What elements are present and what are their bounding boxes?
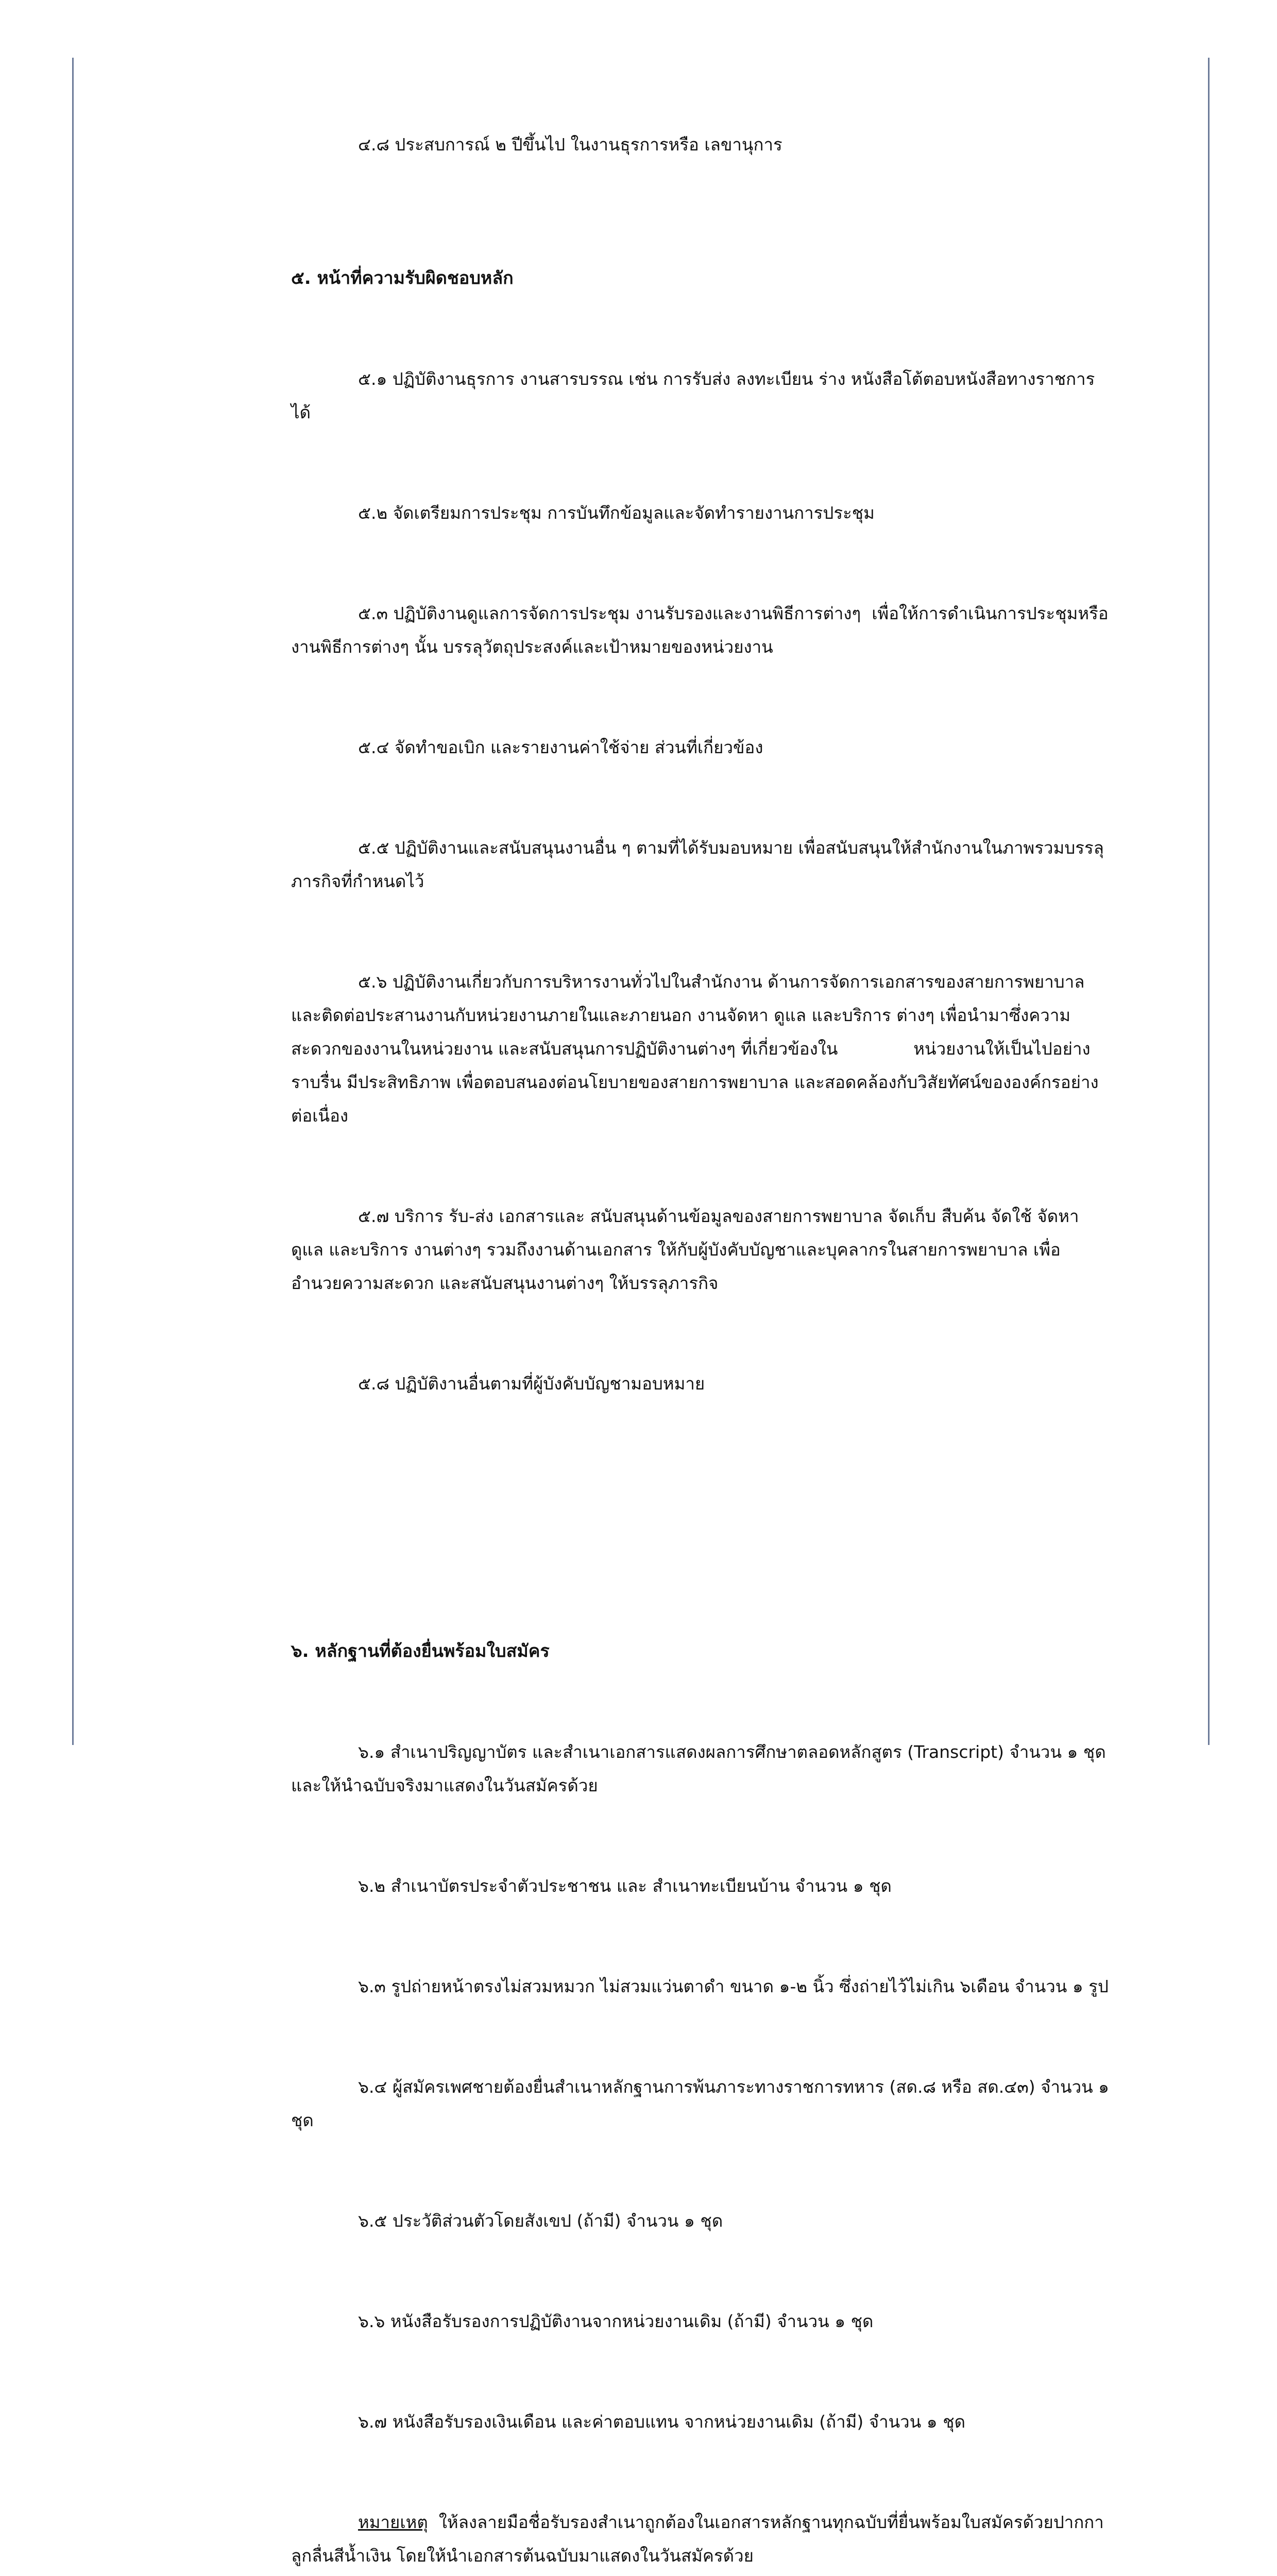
spacer xyxy=(291,1501,1110,1534)
item-5-7: ๕.๗ บริการ รับ-ส่ง เอกสารและ สนับสนุนด้านข้อมูลของสายการพยาบาล จัดเก็บ สืบค้น จัดใช้ จัดหา ดูแล และบริการ งานต่างๆ รวมถึงงานด้านเอกสาร ให้กับผู้บังคับบัญชาและบุคลากรในสายการพยาบาล เพื่ออำนวยความสะดวก และสนับสนุนงานต่างๆ ให้บรรลุภารกิจ xyxy=(291,1206,1084,1293)
left-margin-rule xyxy=(72,58,74,1745)
item-6-3: ๖.๓ รูปถ่ายหน้าตรงไม่สวมหมวก ไม่สวมแว่นตาดำ ขนาด ๑-๒ นิ้ว ซึ่งถ่ายไว้ไม่เกิน ๖เดือน จำนวน ๑ รูป xyxy=(358,1976,1109,1996)
note-label: หมายเหตุ xyxy=(358,2512,428,2532)
item-5-5: ๕.๕ ปฏิบัติงานและสนับสนุนงานอื่น ๆ ตามที่ได้รับมอบหมาย เพื่อสนับสนุนให้สำนักงานในภาพรวมบรรลุภารกิจที่กำหนดไว้ xyxy=(291,838,1104,891)
item-6-7: ๖.๗ หนังสือรับรองเงินเดือน และค่าตอบแทน จากหน่วยงานเดิม (ถ้ามี) จำนวน ๑ ชุด xyxy=(358,2412,966,2432)
section-6-note xyxy=(291,2505,1110,2572)
section-6-heading: ๖. หลักฐานที่ต้องยื่นพร้อมใบสมัคร xyxy=(291,1641,550,1662)
right-margin-rule xyxy=(1208,58,1210,1745)
item-6-5: ๖.๕ ประวัติส่วนตัวโดยสังเขป (ถ้ามี) จำนวน ๑ ชุด xyxy=(358,2211,723,2231)
item-4-8: ๔.๘ ประสบการณ์ ๒ ปีขึ้นไป ในงานธุรการหรือ เลขานุการ xyxy=(358,134,782,155)
item-6-1: ๖.๑ สำเนาปริญญาบัตร และสำเนาเอกสารแสดงผลการศึกษาตลอดหลักสูตร (Transcript) จำนวน ๑ ชุด และให้นำฉบับจริงมาแสดงในวันสมัครด้วย xyxy=(291,1742,1112,1795)
section-5-heading: ๕. หน้าที่ความรับผิดชอบหลัก xyxy=(291,268,514,289)
item-6-2: ๖.๒ สำเนาบัตรประจำตัวประชาชน และ สำเนาทะเบียนบ้าน จำนวน ๑ ชุด xyxy=(358,1876,892,1896)
item-5-1: ๕.๑ ปฏิบัติงานธุรการ งานสารบรรณ เช่น การรับส่ง ลงทะเบียน ร่าง หนังสือโต้ตอบหนังสือทางราชการได้ xyxy=(291,369,1095,422)
item-5-2: ๕.๒ จัดเตรียมการประชุม การบันทึกข้อมูลและจัดทำรายงานการประชุม xyxy=(358,503,875,523)
item-6-6: ๖.๖ หนังสือรับรองการปฏิบัติงานจากหน่วยงานเดิม (ถ้ามี) จำนวน ๑ ชุด xyxy=(358,2311,874,2331)
item-5-4: ๕.๔ จัดทำขอเบิก และรายงานค่าใช้จ่าย ส่วนที่เกี่ยวข้อง xyxy=(358,737,763,757)
item-6-4: ๖.๔ ผู้สมัครเพศชายต้องยื่นสำเนาหลักฐานการพ้นภาระทางราชการทหาร (สด.๘ หรือ สด.๔๓) จำนวน ๑ ชุด xyxy=(291,2077,1115,2130)
document-body xyxy=(291,61,1115,2576)
note-text: ให้ลงลายมือชื่อรับรองสำเนาถูกต้องในเอกสารหลักฐานทุกฉบับที่ยื่นพร้อมใบสมัครด้วยปากกาลูกลื่นสีน้ำเงิน โดยให้นำเอกสารต้นฉบับมาแสดงในวันสมัครด้วย xyxy=(291,2512,1104,2566)
item-5-3: ๕.๓ ปฏิบัติงานดูแลการจัดการประชุม งานรับรองและงานพิธีการต่างๆ เพื่อให้การดำเนินการประชุมหรือ งานพิธีการต่างๆ นั้น บรรลุวัตถุประสงค์และเป้าหมายของหน่วยงาน xyxy=(291,603,1114,657)
item-5-6: ๕.๖ ปฏิบัติงานเกี่ยวกับการบริหารงานทั่วไปในสำนักงาน ด้านการจัดการเอกสารของสายการพยาบาลและติดต่อประสานงานกับหน่วยงานภายในและภายนอก งานจัดหา ดูแล และบริการ ต่างๆ เพื่อนำมาซึ่งความสะดวกของงานในหน่วยงาน และสนับสนุนการปฏิบัติงานต่างๆ ที่เกี่ยวข้องใน หน่วยงานให้เป็นไปอย่างราบรื่น มีประสิทธิภาพ เพื่อตอบสนองต่อนโยบายของสายการพยาบาล และสอดคล้องกับวิสัยทัศน์ขององค์กรอย่างต่อเนื่อง xyxy=(291,972,1099,1126)
item-5-8: ๕.๘ ปฏิบัติงานอื่นตามที่ผู้บังคับบัญชามอบหมาย xyxy=(358,1374,705,1394)
